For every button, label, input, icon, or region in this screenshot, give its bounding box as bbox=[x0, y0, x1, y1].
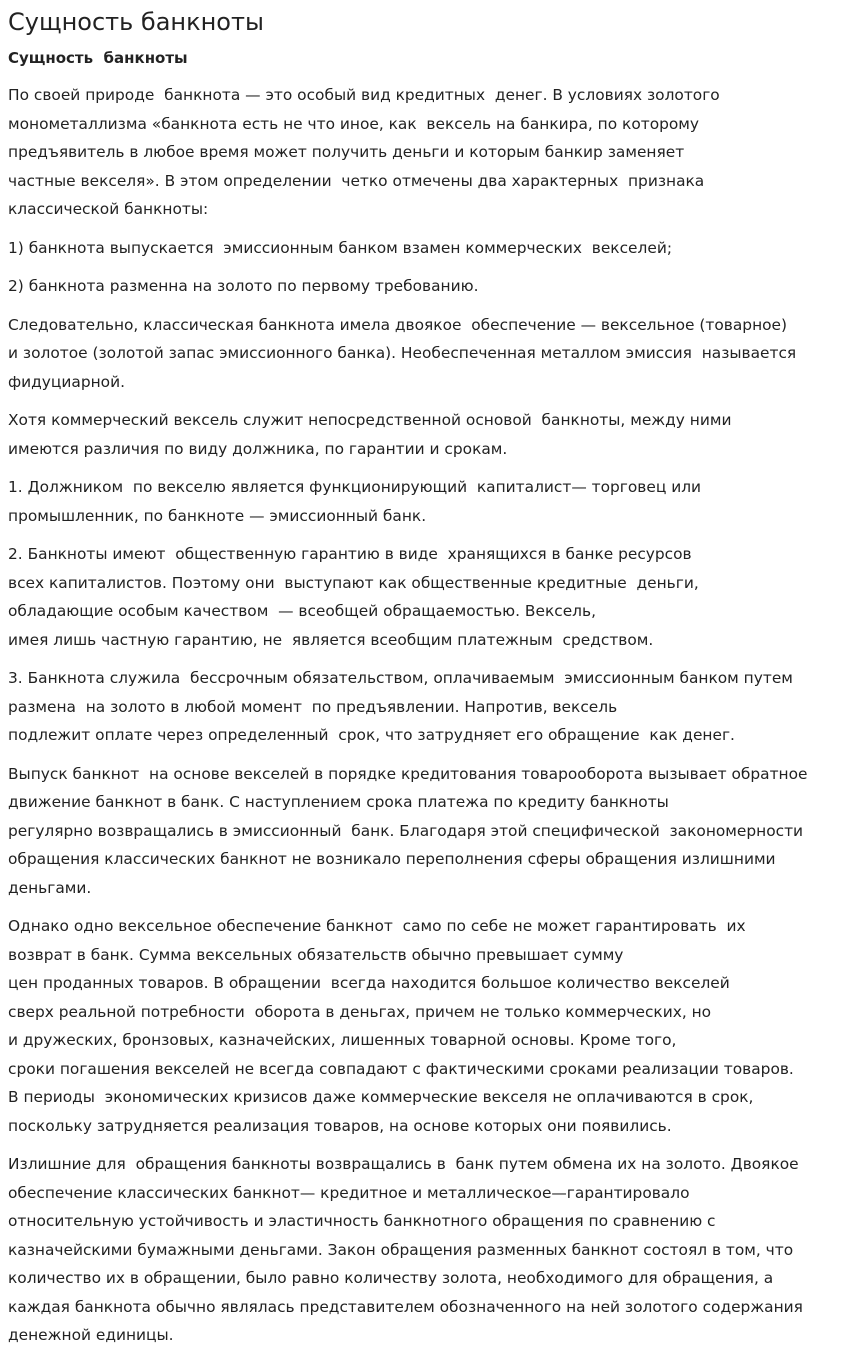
paragraph-line: и золотое (золотой запас эмиссионного банка). Необеспеченная металлом эмиссия называется bbox=[8, 344, 797, 362]
paragraph-line: казначейскими бумажными деньгами. Закон обращения разменных банкнот состоял в том, что bbox=[8, 1240, 794, 1259]
paragraph-line: цен проданных товаров. В обращении всегда находится большое количество векселей bbox=[8, 974, 730, 992]
paragraph-line: всех капиталистов. Поэтому они выступают как общественные кредитные деньги, bbox=[8, 573, 699, 592]
paragraph bbox=[8, 473, 839, 530]
paragraph bbox=[8, 406, 839, 463]
paragraph-line: возврат в банк. Сумма вексельных обязательств обычно превышает сумму bbox=[8, 945, 624, 964]
paragraph-line: 1) банкнота выпускается эмиссионным банком взамен коммерческих векселей; bbox=[8, 238, 673, 257]
section-heading: Сущность банкноты bbox=[8, 49, 188, 67]
article-body bbox=[8, 81, 839, 1350]
paragraph-line: имеются различия по виду должника, по гарантии и срокам. bbox=[8, 439, 508, 458]
paragraph-line: 2. Банкноты имеют общественную гарантию в виде хранящихся в банке ресурсов bbox=[8, 545, 692, 563]
paragraph-line: Однако одно вексельное обеспечение банкнот само по себе не может гарантировать их bbox=[8, 917, 746, 935]
paragraph-line: монометаллизма «банкнота есть не что иное, как вексель на банкира, по которому bbox=[8, 114, 700, 133]
paragraph-line: Хотя коммерческий вексель служит непосредственной основой банкноты, между ними bbox=[8, 411, 732, 429]
paragraph-line: деньгами. bbox=[8, 878, 92, 897]
paragraph bbox=[8, 311, 839, 397]
paragraph-line: фидуциарной. bbox=[8, 372, 125, 391]
page-title: Сущность банкноты bbox=[8, 8, 264, 36]
paragraph bbox=[8, 760, 839, 903]
paragraph-line: 3. Банкнота служила бессрочным обязательством, оплачиваемым эмиссионным банком путем bbox=[8, 669, 793, 687]
paragraph-line: 2) банкнота разменна на золото по первому требованию. bbox=[8, 277, 479, 295]
paragraph bbox=[8, 272, 839, 301]
paragraph-line: подлежит оплате через определенный срок, что затрудняет его обращение как денег. bbox=[8, 726, 735, 744]
paragraph-line: и дружеских, бронзовых, казначейских, лишенных товарной основы. Кроме того, bbox=[8, 1031, 677, 1049]
paragraph-line: поскольку затрудняется реализация товаров, на основе которых они появились. bbox=[8, 1116, 672, 1135]
paragraph-line: обеспечение классических банкнот— кредитное и металлическое—гарантировало bbox=[8, 1183, 690, 1202]
paragraph-line: промышленник, по банкноте — эмиссионный банк. bbox=[8, 506, 427, 525]
paragraph-line: Выпуск банкнот на основе векселей в порядке кредитования товарооборота вызывает обратное bbox=[8, 764, 808, 783]
paragraph-line: В периоды экономических кризисов даже коммерческие векселя не оплачиваются в срок, bbox=[8, 1088, 754, 1106]
paragraph bbox=[8, 1150, 839, 1350]
paragraph-line: имея лишь частную гарантию, не является всеобщим платежным средством. bbox=[8, 630, 654, 649]
paragraph-line: количество их в обращении, было равно количеству золота, необходимого для обращения, а bbox=[8, 1269, 774, 1287]
paragraph-line: размена на золото в любой момент по предъявлении. Напротив, вексель bbox=[8, 697, 618, 716]
paragraph-line: 1. Должником по векселю является функционирующий капиталист— торговец или bbox=[8, 478, 702, 496]
paragraph-line: предъявитель в любое время может получить деньги и которым банкир заменяет bbox=[8, 143, 685, 161]
paragraph-line: регулярно возвращались в эмиссионный банк. Благодаря этой специфической закономерности bbox=[8, 821, 804, 840]
paragraph-line: денежной единицы. bbox=[8, 1326, 174, 1344]
paragraph bbox=[8, 234, 839, 263]
paragraph-line: каждая банкнота обычно являлась представителем обозначенного на ней золотого содержания bbox=[8, 1297, 803, 1316]
paragraph-line: сроки погашения векселей не всегда совпадают с фактическими сроками реализации товаров. bbox=[8, 1059, 794, 1078]
paragraph-line: движение банкнот в банк. С наступлением срока платежа по кредиту банкноты bbox=[8, 793, 669, 811]
paragraph-line: относительную устойчивость и эластичность банкнотного обращения по сравнению с bbox=[8, 1212, 716, 1230]
paragraph bbox=[8, 912, 839, 1140]
paragraph-line: классической банкноты: bbox=[8, 200, 209, 218]
paragraph bbox=[8, 540, 839, 654]
paragraph-line: обладающие особым качеством — всеобщей обращаемостью. Вексель, bbox=[8, 602, 596, 620]
paragraph-line: Излишние для обращения банкноты возвращались в банк путем обмена их на золото. Двоякое bbox=[8, 1155, 799, 1173]
paragraph-line: частные векселя». В этом определении четко отмечены два характерных признака bbox=[8, 171, 705, 190]
paragraph-line: По своей природе банкнота — это особый вид кредитных денег. В условиях золотого bbox=[8, 86, 720, 104]
paragraph-line: обращения классических банкнот не возникало переполнения сферы обращения излишними bbox=[8, 850, 776, 868]
paragraph-line: сверх реальной потребности оборота в деньгах, причем не только коммерческих, но bbox=[8, 1002, 712, 1021]
paragraph bbox=[8, 664, 839, 750]
paragraph-line: Следовательно, классическая банкнота имела двоякое обеспечение — вексельное (товарное) bbox=[8, 315, 788, 334]
paragraph bbox=[8, 81, 839, 224]
